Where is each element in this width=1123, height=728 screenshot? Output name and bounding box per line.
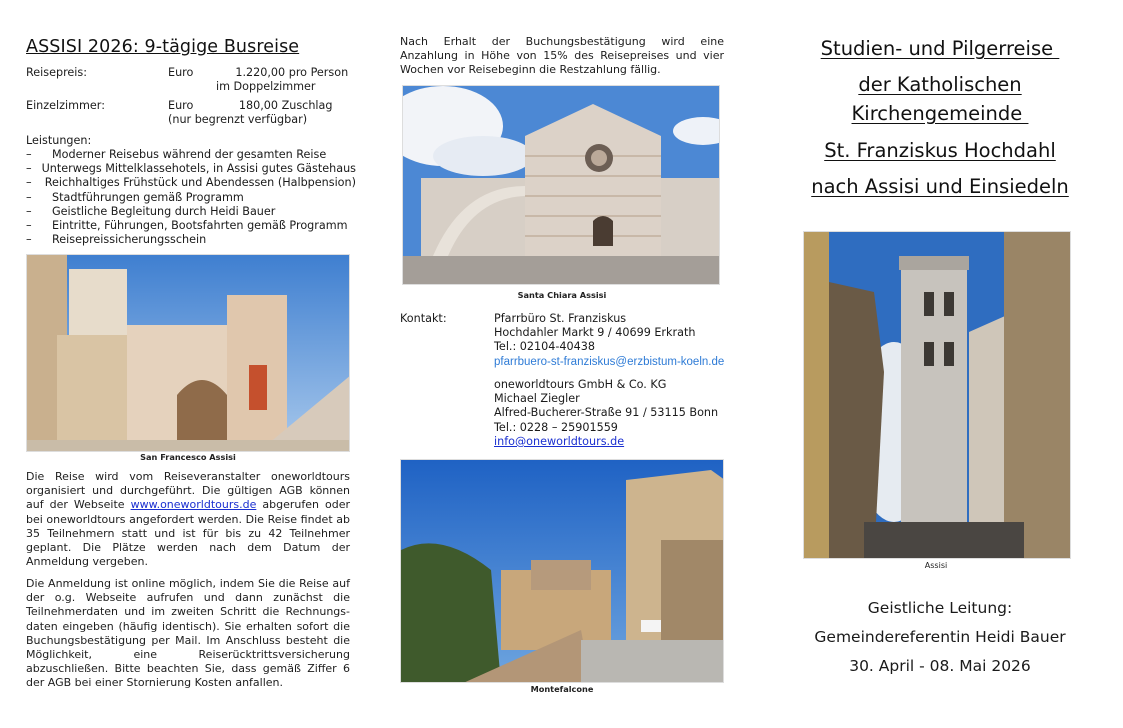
services-title: Leistungen: xyxy=(26,134,92,147)
bullet: – xyxy=(26,219,32,233)
contact-name: Pfarrbüro St. Franziskus xyxy=(494,312,627,325)
list-item: – Reichhaltiges Frühstück und Abendessen (Halbpension) xyxy=(26,176,356,190)
list-item: – Geistliche Begleitung durch Heidi Bauer xyxy=(26,204,276,218)
contact-email[interactable]: pfarrbuero-st-franziskus@erzbistum-koeln.de xyxy=(494,355,725,368)
photo-caption: Montefalcone xyxy=(530,684,594,694)
title-line-2: der Katholischen xyxy=(858,73,1022,96)
bullet: – xyxy=(26,148,32,161)
bullet: – xyxy=(26,204,32,218)
photo-santa-chiara xyxy=(402,85,720,285)
title-line-3: Kirchengemeinde xyxy=(851,102,1029,125)
san-francesco-image xyxy=(27,255,350,452)
price-note: im Doppelzimmer xyxy=(216,80,316,93)
bullet: – xyxy=(26,162,32,176)
photo-caption: Assisi xyxy=(924,561,948,570)
photo-san-francesco xyxy=(26,254,350,452)
list-item: – Moderner Reisebus während der gesamten Reise xyxy=(26,148,327,161)
list-item: – Reisepreissicherungsschein xyxy=(26,233,207,247)
contact-address: Alfred-Bucherer-Straße 91 / 53115 Bonn xyxy=(494,406,719,420)
title-line-1: Studien- und Pilgerreise xyxy=(820,37,1060,60)
price-currency: Euro xyxy=(168,99,194,112)
assisi-image xyxy=(804,232,1071,559)
price-row-einzelzimmer xyxy=(26,99,394,113)
price-note: (nur begrenzt verfügbar) xyxy=(168,113,308,126)
contact-label: Kontakt: xyxy=(400,312,447,325)
paragraph-registration: Die Anmeldung ist online möglich, indem Sie die Reise auf der o.g. Webseite aufrufen und dann zunächst die Teilnehmerdaten und im zweiten Schritt die Rechnungs-daten eingeben (häufig identisch). Sie erhalten sofort die Buchungsbestätigung per Mail. Im Anschluss besteht die Möglichkeit, eine Reiserücktrittsversicherung abzuschließen. Bitte beachten Sie, dass gemäß Ziffer 6 der AGB bei einer Stornierung Kosten anfallen. xyxy=(26,577,350,690)
contact-address: Hochdahler Markt 9 / 40699 Erkrath xyxy=(494,326,696,340)
price-label: Einzelzimmer: xyxy=(26,99,105,112)
contact-name: oneworldtours GmbH & Co. KG xyxy=(494,378,667,391)
photo-montefalcone xyxy=(400,459,724,683)
title-line-5: nach Assisi und Einsiedeln xyxy=(811,175,1069,198)
price-currency: Euro xyxy=(168,66,194,79)
list-item: – Stadtführungen gemäß Programm xyxy=(26,190,244,204)
bullet: – xyxy=(26,190,32,204)
contact-email-link[interactable]: info@oneworldtours.de xyxy=(494,434,625,448)
price-value: 180,00 Zuschlag xyxy=(214,99,333,112)
leitung-name: Gemeindereferentin Heidi Bauer xyxy=(814,628,1066,646)
contact-person: Michael Ziegler xyxy=(494,392,580,406)
price-row-reisepreis xyxy=(26,66,394,80)
photo-caption: Santa Chiara Assisi xyxy=(517,290,607,300)
trip-heading: ASSISI 2026: 9-tägige Busreise xyxy=(26,37,300,57)
website-link[interactable]: www.oneworldtours.de xyxy=(130,498,257,512)
list-item: – Eintritte, Führungen, Bootsfahrten gemäß Programm xyxy=(26,219,348,233)
leitung-title: Geistliche Leitung: xyxy=(867,599,1013,617)
photo-assisi xyxy=(803,231,1071,559)
paragraph-organizer: Die Reise wird vom Reiseveranstalter oneworldtours organisiert und durchgeführt. Die gültigen AGB können auf der Webseite www.oneworldtours.de abgerufen oder bei oneworldtours angefordert werden. Die Reise findet ab 35 Teilnehmern statt und ist für bis zu 42 Teilnehmer geplant. Die Plätze werden nach dem Datum der Anmeldung vergeben. xyxy=(26,470,350,569)
trip-dates: 30. April - 08. Mai 2026 xyxy=(849,657,1031,675)
photo-caption: San Francesco Assisi xyxy=(140,452,236,462)
santa-chiara-image xyxy=(403,86,720,285)
contact-phone: Tel.: 02104-40438 xyxy=(494,340,596,354)
contact-phone: Tel.: 0228 – 25901559 xyxy=(494,420,618,434)
services-list xyxy=(26,148,356,247)
payment-text: Nach Erhalt der Buchungsbestätigung wird eine Anzahlung in Höhe von 15% des Reisepreises und vier Wochen vor Reisebeginn die Restzahlung fällig. xyxy=(400,35,724,77)
title-line-4: St. Franziskus Hochdahl xyxy=(824,139,1056,162)
montefalcone-image xyxy=(401,460,724,683)
price-value: 1.220,00 pro Person xyxy=(214,66,349,79)
contact-tour-operator xyxy=(494,378,718,449)
contact-parish xyxy=(494,312,724,369)
price-label: Reisepreis: xyxy=(26,66,88,79)
list-item: – Unterwegs Mittelklassehotels, in Assisi gutes Gästehaus xyxy=(26,162,356,176)
bullet: – xyxy=(26,233,32,247)
bullet: – xyxy=(26,176,32,190)
